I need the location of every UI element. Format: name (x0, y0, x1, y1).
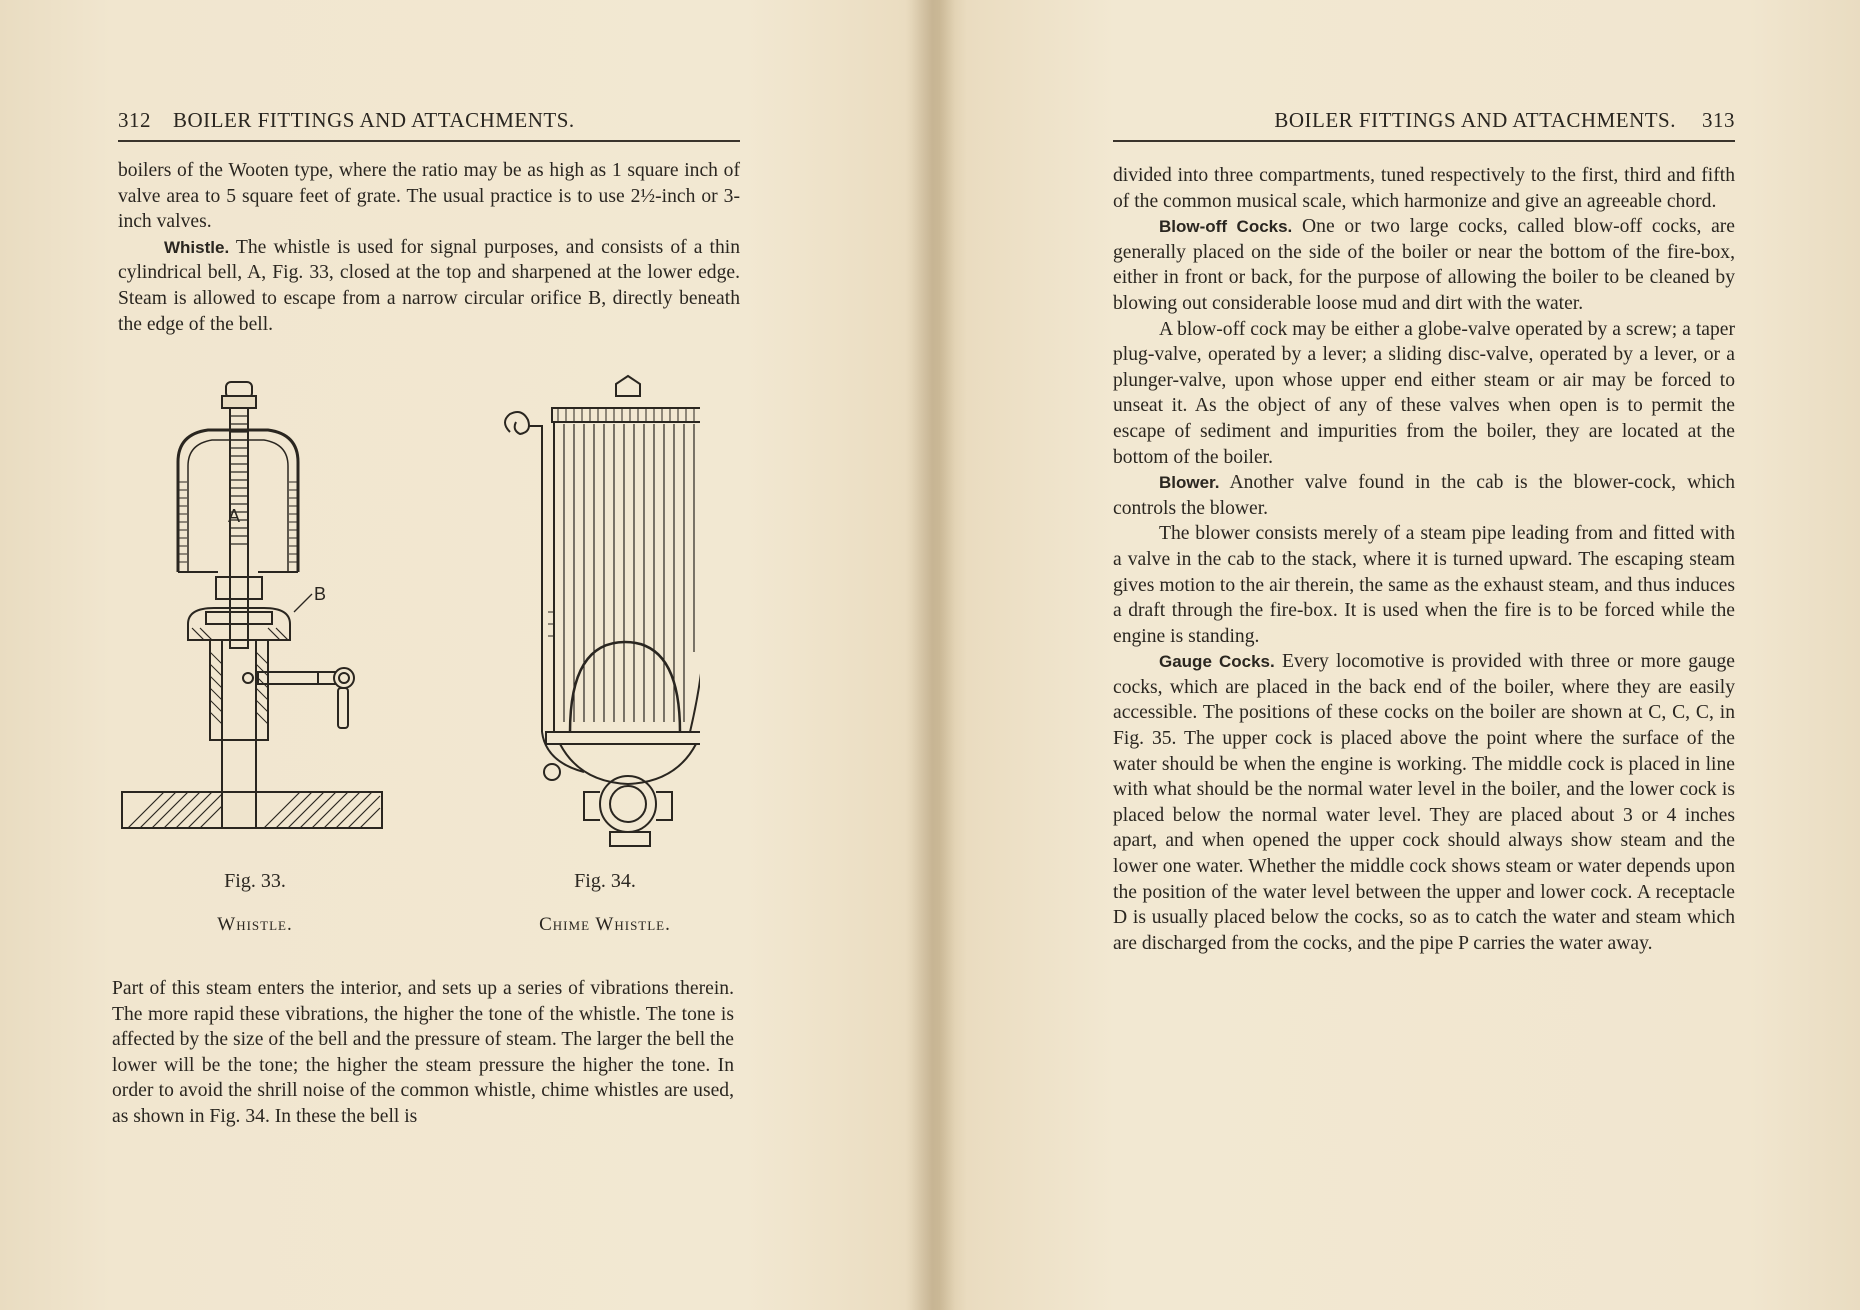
left-paragraph-1: boilers of the Wooten type, where the ratio may be as high as 1 square inch of valve area to 5 square feet of grate. The usual practice is to use 2½-inch or 3-inch valves. (118, 160, 740, 233)
left-head-rule (118, 140, 740, 142)
fig33-callout-a: A (228, 506, 241, 526)
gauge-body: Every locomotive is provided with three or more gauge cocks, which are placed in the back end of the boiler, where they are easily accessible. The positions of these cocks on the boiler are shown at C, C, C, in Fig. 35. The upper cock is placed above the point where the surface of the water should be when the engine is working. The middle cock is placed in line with what should be the normal water level in the boiler, and the lower cock is placed below the normal water level. They are placed about 3 or 4 inches apart, and when opened the upper cock should always show steam and the lower one water. Whether the middle cock shows steam or water depends upon the position of the water level between the upper and lower cock. A receptacle D is usually placed below the cocks, so as to catch the water and steam which are discharged from the cocks, and the pipe P carries the water away. (1113, 651, 1735, 954)
left-running-title: BOILER FITTINGS AND ATTACHMENTS. (173, 108, 575, 132)
left-bottom-text (112, 976, 734, 1130)
right-running-head (1113, 108, 1735, 133)
right-head-rule (1113, 140, 1735, 142)
right-paragraph-3: A blow-off cock may be either a globe-valve operated by a screw; a taper plug-valve, operated by a lever; a sliding disc-valve, operated by a lever, or a plunger-valve, upon whose upper end either steam or air may be forced to unseat it. As the object of any of these valves when open is to permit the escape of sediment and impurities from the boiler, they are located at the bottom of the boiler. (1113, 318, 1735, 468)
book-gutter (905, 0, 955, 1310)
whistle-paragraph (118, 235, 740, 337)
gauge-heading: Gauge Cocks. (1159, 652, 1275, 672)
left-top-text (118, 158, 740, 337)
right-running-title: BOILER FITTINGS AND ATTACHMENTS. (1274, 108, 1676, 132)
fig-34-label: Fig. 34. (574, 870, 636, 892)
right-body-text (1113, 163, 1735, 956)
right-paragraph-5: The blower consists merely of a steam pipe leading from and fitted with a valve in the cab to the stack, where it is turned upward. The escaping steam gives motion to the air therein, the same as the exhaust steam, and thus induces a draft through the fire-box. It is used when the fire is to be forced while the engine is standing. (1113, 523, 1735, 647)
blowoff-heading: Blow-off Cocks. (1159, 217, 1293, 237)
blower-body: Another valve found in the cab is the blower-cock, which controls the blower. (1113, 472, 1735, 519)
fig-33-whistle-drawing (118, 372, 386, 872)
blowoff-paragraph (1113, 214, 1735, 316)
left-paragraph-3: Part of this steam enters the interior, and sets up a series of vibrations therein. The more rapid these vibrations, the higher the tone of the whistle. The tone is affected by the size of the bell and the pressure of steam. The larger the bell the lower will be the tone; the higher the steam pressure the higher the tone. In order to avoid the shrill noise of the common whistle, chime whistles are used, as shown in Fig. 34. In these the bell is (112, 978, 734, 1127)
blower-heading: Blower. (1159, 473, 1220, 493)
fig-33-title: Whistle. (217, 914, 293, 935)
right-page-number: 313 (1702, 108, 1735, 132)
left-running-head (118, 108, 740, 133)
fig-34-chime-whistle-drawing (500, 372, 700, 872)
whistle-heading: Whistle. (164, 237, 230, 257)
left-page-number: 312 (118, 108, 151, 132)
blowoff-body: One or two large cocks, called blow-off cocks, are generally placed on the side of the boiler or near the bottom of the fire-box, either in front or back, for the purpose of allowing the boiler to be cleaned by blowing out considerable loose mud and dirt with the water. (1113, 216, 1735, 314)
right-page (955, 0, 1860, 1310)
gauge-paragraph (1113, 649, 1735, 956)
whistle-body: The whistle is used for signal purposes, and consists of a thin cylindrical bell, A, Fig. 33, closed at the top and sharpened at the lower edge. Steam is allowed to escape from a narrow circular orifice B, directly beneath the edge of the bell. (118, 236, 740, 335)
fig33-callout-b: B (314, 584, 327, 604)
fig-34-title: Chime Whistle. (539, 914, 671, 935)
right-paragraph-1: divided into three compartments, tuned respectively to the first, third and fifth of the common musical scale, which harmonize and give an agreeable chord. (1113, 165, 1735, 212)
fig-33-label: Fig. 33. (224, 870, 286, 892)
blower-paragraph (1113, 470, 1735, 521)
left-page (0, 0, 905, 1310)
